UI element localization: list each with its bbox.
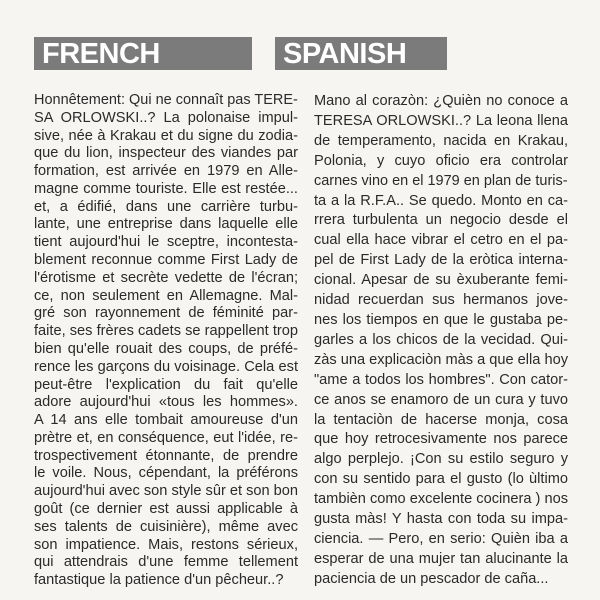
french-text-line: adore aujourd'hui «tous les hommes». [34,394,298,411]
french-text-line: formation, est arrivée en 1979 en Alle- [34,163,298,180]
spanish-text-line: rrera turbulenta un negocio desde el [314,212,568,229]
french-text-column [34,92,298,590]
french-text-line: ses talents de cuisinière), même avec [34,518,298,535]
french-text-line: son impatience. Mais, restons sérieux, [34,536,298,553]
french-text-line: rence les garçons du voisinage. Cela est [34,358,298,375]
french-text-line: fantastique la patience d'un pêcheur..? [34,572,284,589]
french-text-line: qui attendrais d'une femme tellement [34,554,298,571]
french-text-line: tient aujourd'hui le sceptre, incontesta- [34,234,298,251]
spanish-text-line: cual ella hace vibrar el cetro en el pa- [314,232,568,249]
spanish-text-line: ciencia. — Pero, en serio: Quièn iba a [314,530,568,547]
spanish-text-line: la tentaciòn de hacerse monja, cosa [314,411,568,428]
spanish-text-line: ta a la R.F.A.. Se quedo. Monto en ca- [314,192,568,209]
french-text-line: l'érotisme et secrète vedette de l'écran; [34,269,298,286]
spanish-text-line: de temperamento, nacida en Krakau, [314,132,568,149]
french-text-line: Honnêtement: Qui ne connaît pas TERE- [34,92,298,108]
spanish-text-line: esperar de una mujer tan alucinante la [314,550,568,567]
french-text-line: A 14 ans elle tombait amoureuse d'un [34,412,298,429]
french-text-line: magne comme touriste. Elle est restée... [34,180,298,197]
spanish-text-line: nes los tiempos en que le gustaba pe- [314,311,568,328]
spanish-text-line: Polonia, y cuyo oficio era controlar [314,152,568,169]
spanish-heading: SPANISH [275,37,447,70]
spanish-text-line: garles a los chicos de la vecidad. Qui- [314,331,568,348]
spanish-text-line: "ame a todos los hombres". Con cator- [314,371,568,388]
spanish-text-line: ce anos se enamoro de un cura y tuvo [314,391,568,408]
french-text-line: sive, née à Krakau et du signe du zodia- [34,127,298,144]
spanish-text-line: pel de First Lady de la eròtica interna- [314,252,568,269]
french-heading: FRENCH [34,37,252,70]
spanish-text-line: TERESA ORLOWSKI..? La leona llena [314,112,568,129]
french-text-line: SA ORLOWSKI..? La polonaise impul- [34,109,298,126]
french-text-line: prètre et, en conséquence, eut l'idée, re- [34,429,298,446]
spanish-text-line: nidad recuerdan sus hermanos jove- [314,292,568,309]
spanish-text-line: tambièn como excelente cocinera ) nos [314,491,568,508]
french-text-line: faite, ses frères cadets se rappellent trop [34,323,298,340]
spanish-text-line: zàs una explicaciòn màs a que ella hoy [314,351,568,368]
spanish-text-line: paciencia de un pescador de caña... [314,570,549,587]
spanish-text-line: Mano al corazòn: ¿Quièn no conoce a [314,93,568,109]
french-text-line: ce, non seulement en Allemagne. Mal- [34,287,298,304]
spanish-text-line: algo perplejo. ¡Con su estilo seguro y [314,451,568,468]
spanish-text-line: cional. Apesar de su èxuberante femi- [314,272,568,289]
spanish-text-line: gusta màs! Y hasta con toda su impa- [314,511,568,528]
french-text-line: blement reconnue comme First Lady de [34,252,298,269]
french-text-line: gré son rayonnement de féminité par- [34,305,298,322]
french-text-line: bien qu'elle rouait des coups, de préfé- [34,340,298,357]
spanish-text-line: con su sentido para el gusto (lo ùltimo [314,471,568,488]
french-text-line: que du lion, inspecteur des viandes par [34,145,298,162]
spanish-text-line: que hoy retrocesivamente nos parece [314,431,568,448]
spanish-text-line: carnes vino en el 1979 en plan de turis- [314,172,568,189]
french-text-line: aujourd'hui avec son style sûr et son bon [34,483,299,500]
french-text-line: et, a édifié, dans une carrière turbu- [34,198,298,215]
french-text-line: le voile. Nous, cépendant, la préférons [34,465,298,482]
french-text-line: goût (ce dernier est aussi applicable à [34,500,298,517]
spanish-text-column [314,92,568,590]
french-text-line: lante, une entreprise dans laquelle elle [34,216,298,233]
french-text-line: trospectivement étonnante, de prendre [34,447,298,464]
french-text-line: peut-être l'explication du fait qu'elle [34,376,298,393]
